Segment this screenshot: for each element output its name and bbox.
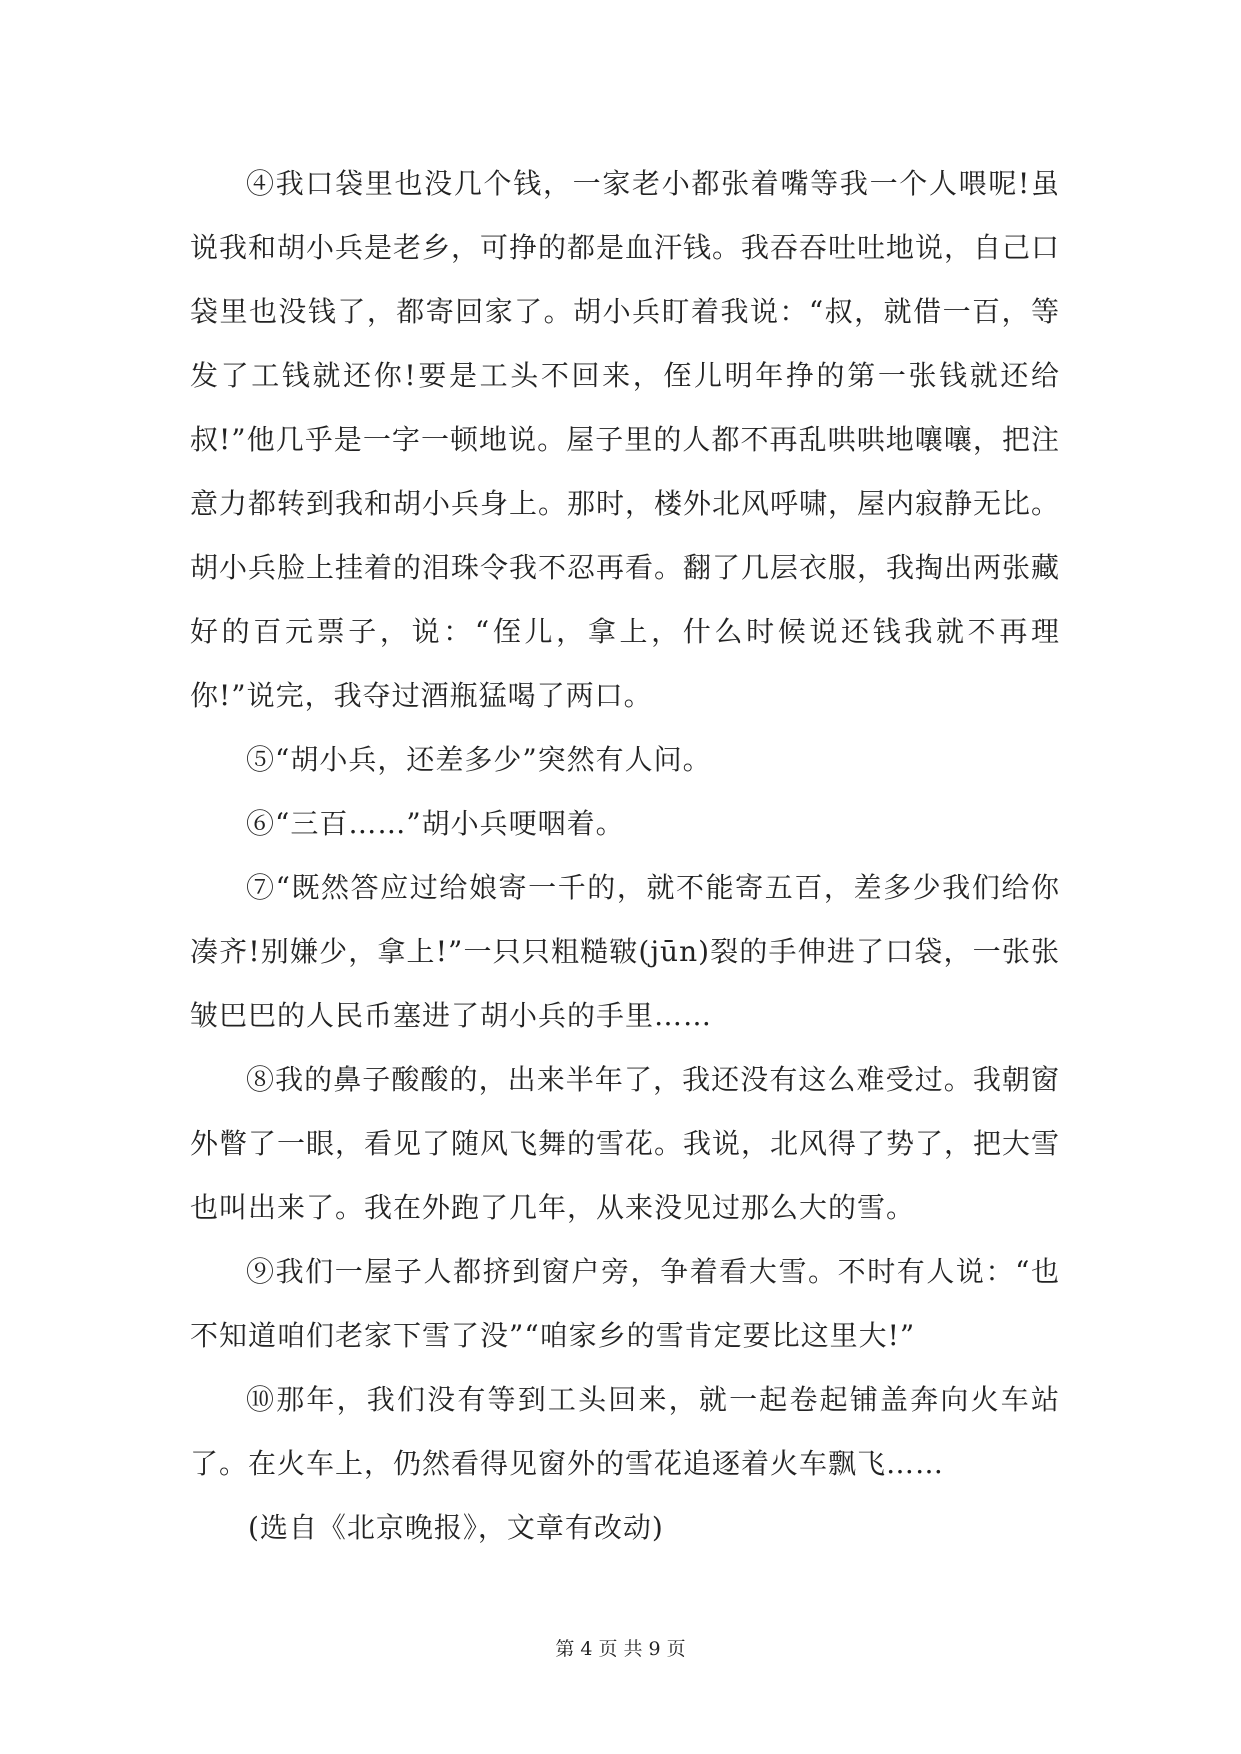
page-number-footer: 第 4 页 共 9 页 xyxy=(555,1638,686,1660)
paragraph-9: ⑨我们一屋子人都挤到窗户旁，争着看大雪。不时有人说：“也不知道咱们老家下雪了没”“咱家乡的雪肯定要比这里大!” xyxy=(190,1255,1060,1352)
article-source: (选自《北京晚报》，文章有改动) xyxy=(248,1511,664,1544)
article-body xyxy=(190,152,1060,1560)
paragraph-10: ⑩那年，我们没有等到工头回来，就一起卷起铺盖奔向火车站了。在火车上，仍然看得见窗外的雪花追逐着火车飘飞…… xyxy=(190,1383,1060,1480)
paragraph-7: ⑦“既然答应过给娘寄一千的，就不能寄五百，差多少我们给你凑齐!别嫌少，拿上!”一只只粗糙皲(jūn)裂的手伸进了口袋，一张张皱巴巴的人民币塞进了胡小兵的手里…… xyxy=(190,871,1060,1032)
paragraph-5: ⑤“胡小兵，还差多少”突然有人问。 xyxy=(246,743,712,776)
paragraph-6: ⑥“三百……”胡小兵哽咽着。 xyxy=(246,807,625,840)
paragraph-4: ④我口袋里也没几个钱，一家老小都张着嘴等我一个人喂呢!虽说我和胡小兵是老乡，可挣的都是血汗钱。我吞吞吐吐地说，自己口袋里也没钱了，都寄回家了。胡小兵盯着我说：“叔，就借一百，等发了工钱就还你!要是工头不回来，侄儿明年挣的第一张钱就还给叔!”他几乎是一字一顿地说。屋子里的人都不再乱哄哄地嚷嚷，把注意力都转到我和胡小兵身上。那时，楼外北风呼啸，屋内寂静无比。胡小兵脸上挂着的泪珠令我不忍再看。翻了几层衣服，我掏出两张藏好的百元票子，说：“侄儿，拿上，什么时候说还钱我就不再理你!”说完，我夺过酒瓶猛喝了两口。 xyxy=(190,167,1061,712)
paragraph-8: ⑧我的鼻子酸酸的，出来半年了，我还没有这么难受过。我朝窗外瞥了一眼，看见了随风飞舞的雪花。我说，北风得了势了，把大雪也叫出来了。我在外跑了几年，从来没见过那么大的雪。 xyxy=(190,1063,1061,1224)
